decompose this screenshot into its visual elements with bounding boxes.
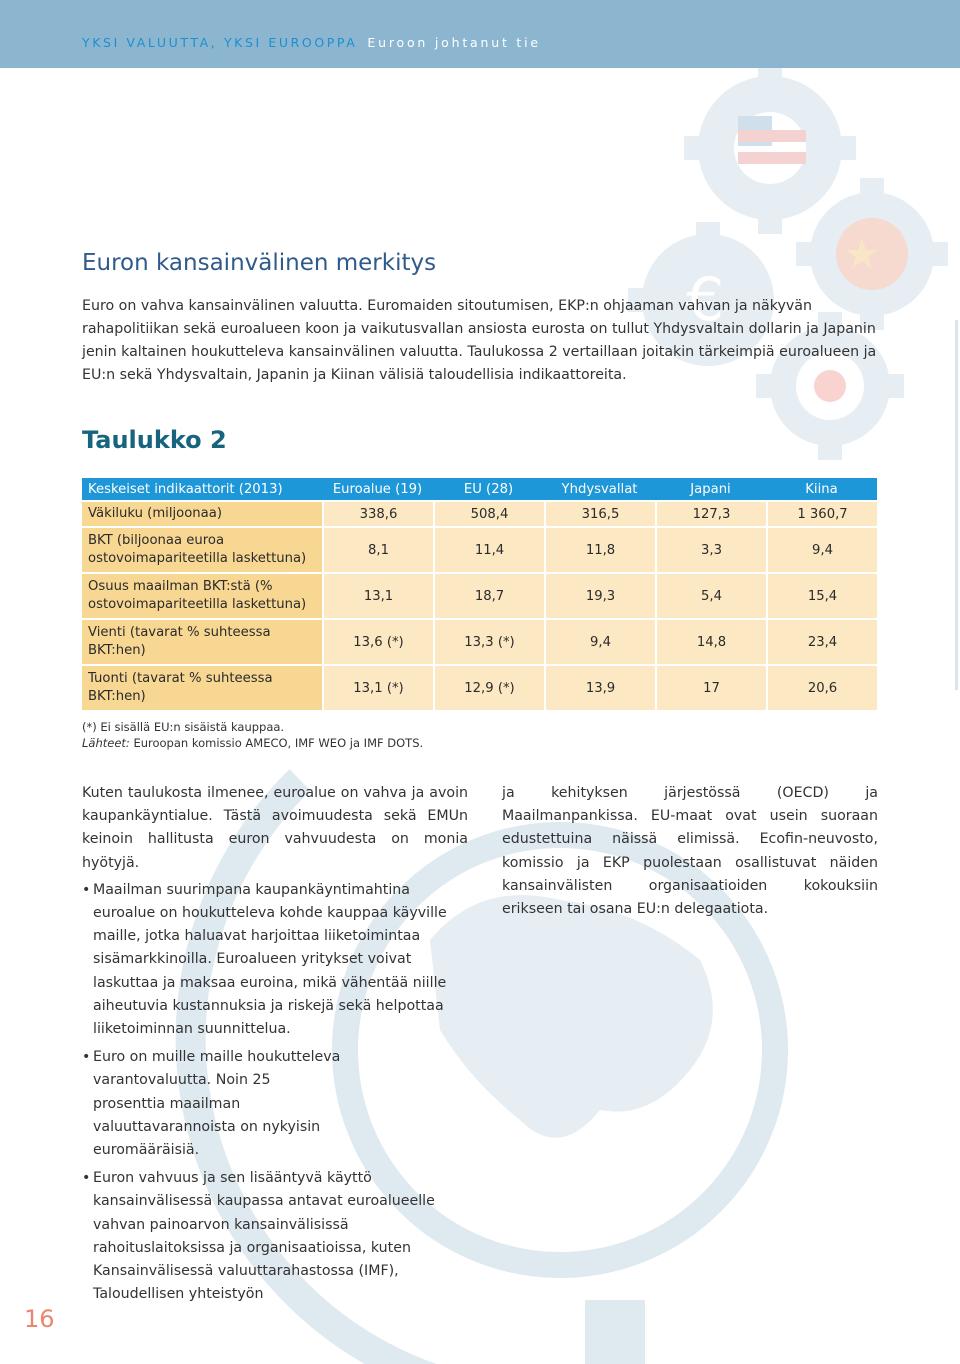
page-title: Euron kansainvälinen merkitys: [82, 250, 437, 276]
row-label: Väkiluku (miljoonaa): [82, 502, 322, 526]
table-cell: 13,6 (*): [322, 620, 433, 664]
row-label: Vienti (tavarat % suhteessa BKT:hen): [82, 620, 322, 664]
edge-divider: [955, 320, 958, 690]
table-cell: 14,8: [655, 620, 766, 664]
table-row: [82, 574, 877, 618]
row-label: BKT (biljoonaa euroa ostovoimapariteetilla laskettuna): [82, 528, 322, 572]
intro-paragraph: Euro on vahva kansainvälinen valuutta. Euromaiden sitoutumisen, EKP:n ohjaaman vahvan ja näkyvän rahapolitiikan sekä euroalueen koon ja vaikutusvallan ansiosta eurosta on tullut Yhdysvaltain dollarin ja Japanin jenin kaltainen houkutteleva kansainvälinen valuutta. Taulukossa 2 vertaillaan joitakin tärkeimpiä euroalueen ja EU:n sekä Yhdysvaltain, Japanin ja Kiinan välisiä taloudellisia indikaattoreita.: [82, 298, 877, 383]
table-cell: 11,4: [433, 528, 544, 572]
table-cell: 18,7: [433, 574, 544, 618]
subsection-title: Euroon johtanut tie: [367, 35, 541, 50]
table-notes: [82, 720, 423, 751]
column-header: Keskeiset indikaattorit (2013): [82, 478, 322, 500]
table-cell: 9,4: [766, 528, 877, 572]
table-cell: 19,3: [544, 574, 655, 618]
table-cell: 127,3: [655, 502, 766, 526]
table-footnote: (*) Ei sisällä EU:n sisäistä kauppaa.: [82, 720, 285, 734]
table-cell: 17: [655, 666, 766, 710]
table-cell: 11,8: [544, 528, 655, 572]
table-cell: 13,1 (*): [322, 666, 433, 710]
body-paragraph: Kuten taulukosta ilmenee, euroalue on vahva ja avoin kaupankäyntialue. Tästä avoimuudesta sekä EMUn keinoin hallitusta euron vahvuudesta on monia hyötyjä.: [82, 785, 468, 871]
column-header: EU (28): [433, 478, 544, 500]
table-cell: 508,4: [433, 502, 544, 526]
table-row: [82, 620, 877, 664]
source-label: Lähteet:: [82, 735, 130, 750]
table-cell: 9,4: [544, 620, 655, 664]
body-right-column: [502, 782, 878, 921]
breadcrumb: [82, 35, 541, 50]
table-title: Taulukko 2: [82, 426, 227, 454]
table-cell: 1 360,7: [766, 502, 877, 526]
table-cell: 13,3 (*): [433, 620, 544, 664]
table-cell: 13,9: [544, 666, 655, 710]
table-cell: 12,9 (*): [433, 666, 544, 710]
table-cell: 15,4: [766, 574, 877, 618]
table-row: [82, 502, 877, 526]
table-cell: 3,3: [655, 528, 766, 572]
table-cell: 13,1: [322, 574, 433, 618]
indicator-table: [82, 476, 877, 712]
table-cell: 8,1: [322, 528, 433, 572]
benefit-list: [82, 879, 468, 1307]
table-header-row: [82, 478, 877, 500]
column-header: Kiina: [766, 478, 877, 500]
table-row: [82, 666, 877, 710]
body-left-column: [82, 782, 468, 1311]
svg-text:€: €: [686, 265, 725, 335]
table-cell: 23,4: [766, 620, 877, 664]
table-cell: 338,6: [322, 502, 433, 526]
table-cell: 20,6: [766, 666, 877, 710]
row-label: Tuonti (tavarat % suhteessa BKT:hen): [82, 666, 322, 710]
gear-flag-usa-icon: [684, 62, 856, 234]
list-item: • Maailman suurimpana kaupankäyntimahtina euroalue on houkutteleva kohde kauppaa käyville maille, jotka haluavat harjoittaa liiketoimintaa sisämarkkinoilla. Euroalueen yritykset voivat laskuttaa ja maksaa euroina, mikä vähentää niille aiheutuvia kustannuksia ja riskejä sekä helpottaa liiketoiminnan suunnittelua.: [82, 879, 463, 1041]
section-title: YKSI VALUUTTA, YKSI EUROOPPA: [82, 35, 358, 50]
table-cell: 316,5: [544, 502, 655, 526]
column-header: Yhdysvallat: [544, 478, 655, 500]
header-bar: [0, 0, 960, 68]
column-header: Japani: [655, 478, 766, 500]
body-paragraph: ja kehityksen järjestössä (OECD) ja Maailmanpankissa. EU-maat ovat usein suoraan edustettuina näissä elimissä. Ecofin-neuvosto, komissio ja EKP puolestaan osallistuvat näiden kansainvälisten organisaatioiden kokouksiin erikseen tai osana EU:n delegaatiota.: [502, 785, 878, 918]
table-source: [82, 736, 423, 752]
row-label: Osuus maailman BKT:stä (% ostovoimapariteetilla laskettuna): [82, 574, 322, 618]
list-item: • Euron vahvuus ja sen lisääntyvä käyttö kansainvälisessä kaupassa antavat euroalueelle vahvan painoarvon kansainvälisissä rahoituslaitoksissa ja organisaatioissa, kuten Kansainvälisessä valuuttarahastossa (IMF), Taloudellisen yhteistyön: [82, 1167, 453, 1306]
table-row: [82, 528, 877, 572]
list-item: • Euro on muille maille houkutteleva varantovaluutta. Noin 25 prosenttia maailman valuuttavarannoista on nykyisin euromääräisiä.: [82, 1046, 343, 1162]
source-text: Euroopan komissio AMECO, IMF WEO ja IMF DOTS.: [133, 735, 424, 750]
page-number: 16: [24, 1305, 55, 1333]
column-header: Euroalue (19): [322, 478, 433, 500]
table-cell: 5,4: [655, 574, 766, 618]
